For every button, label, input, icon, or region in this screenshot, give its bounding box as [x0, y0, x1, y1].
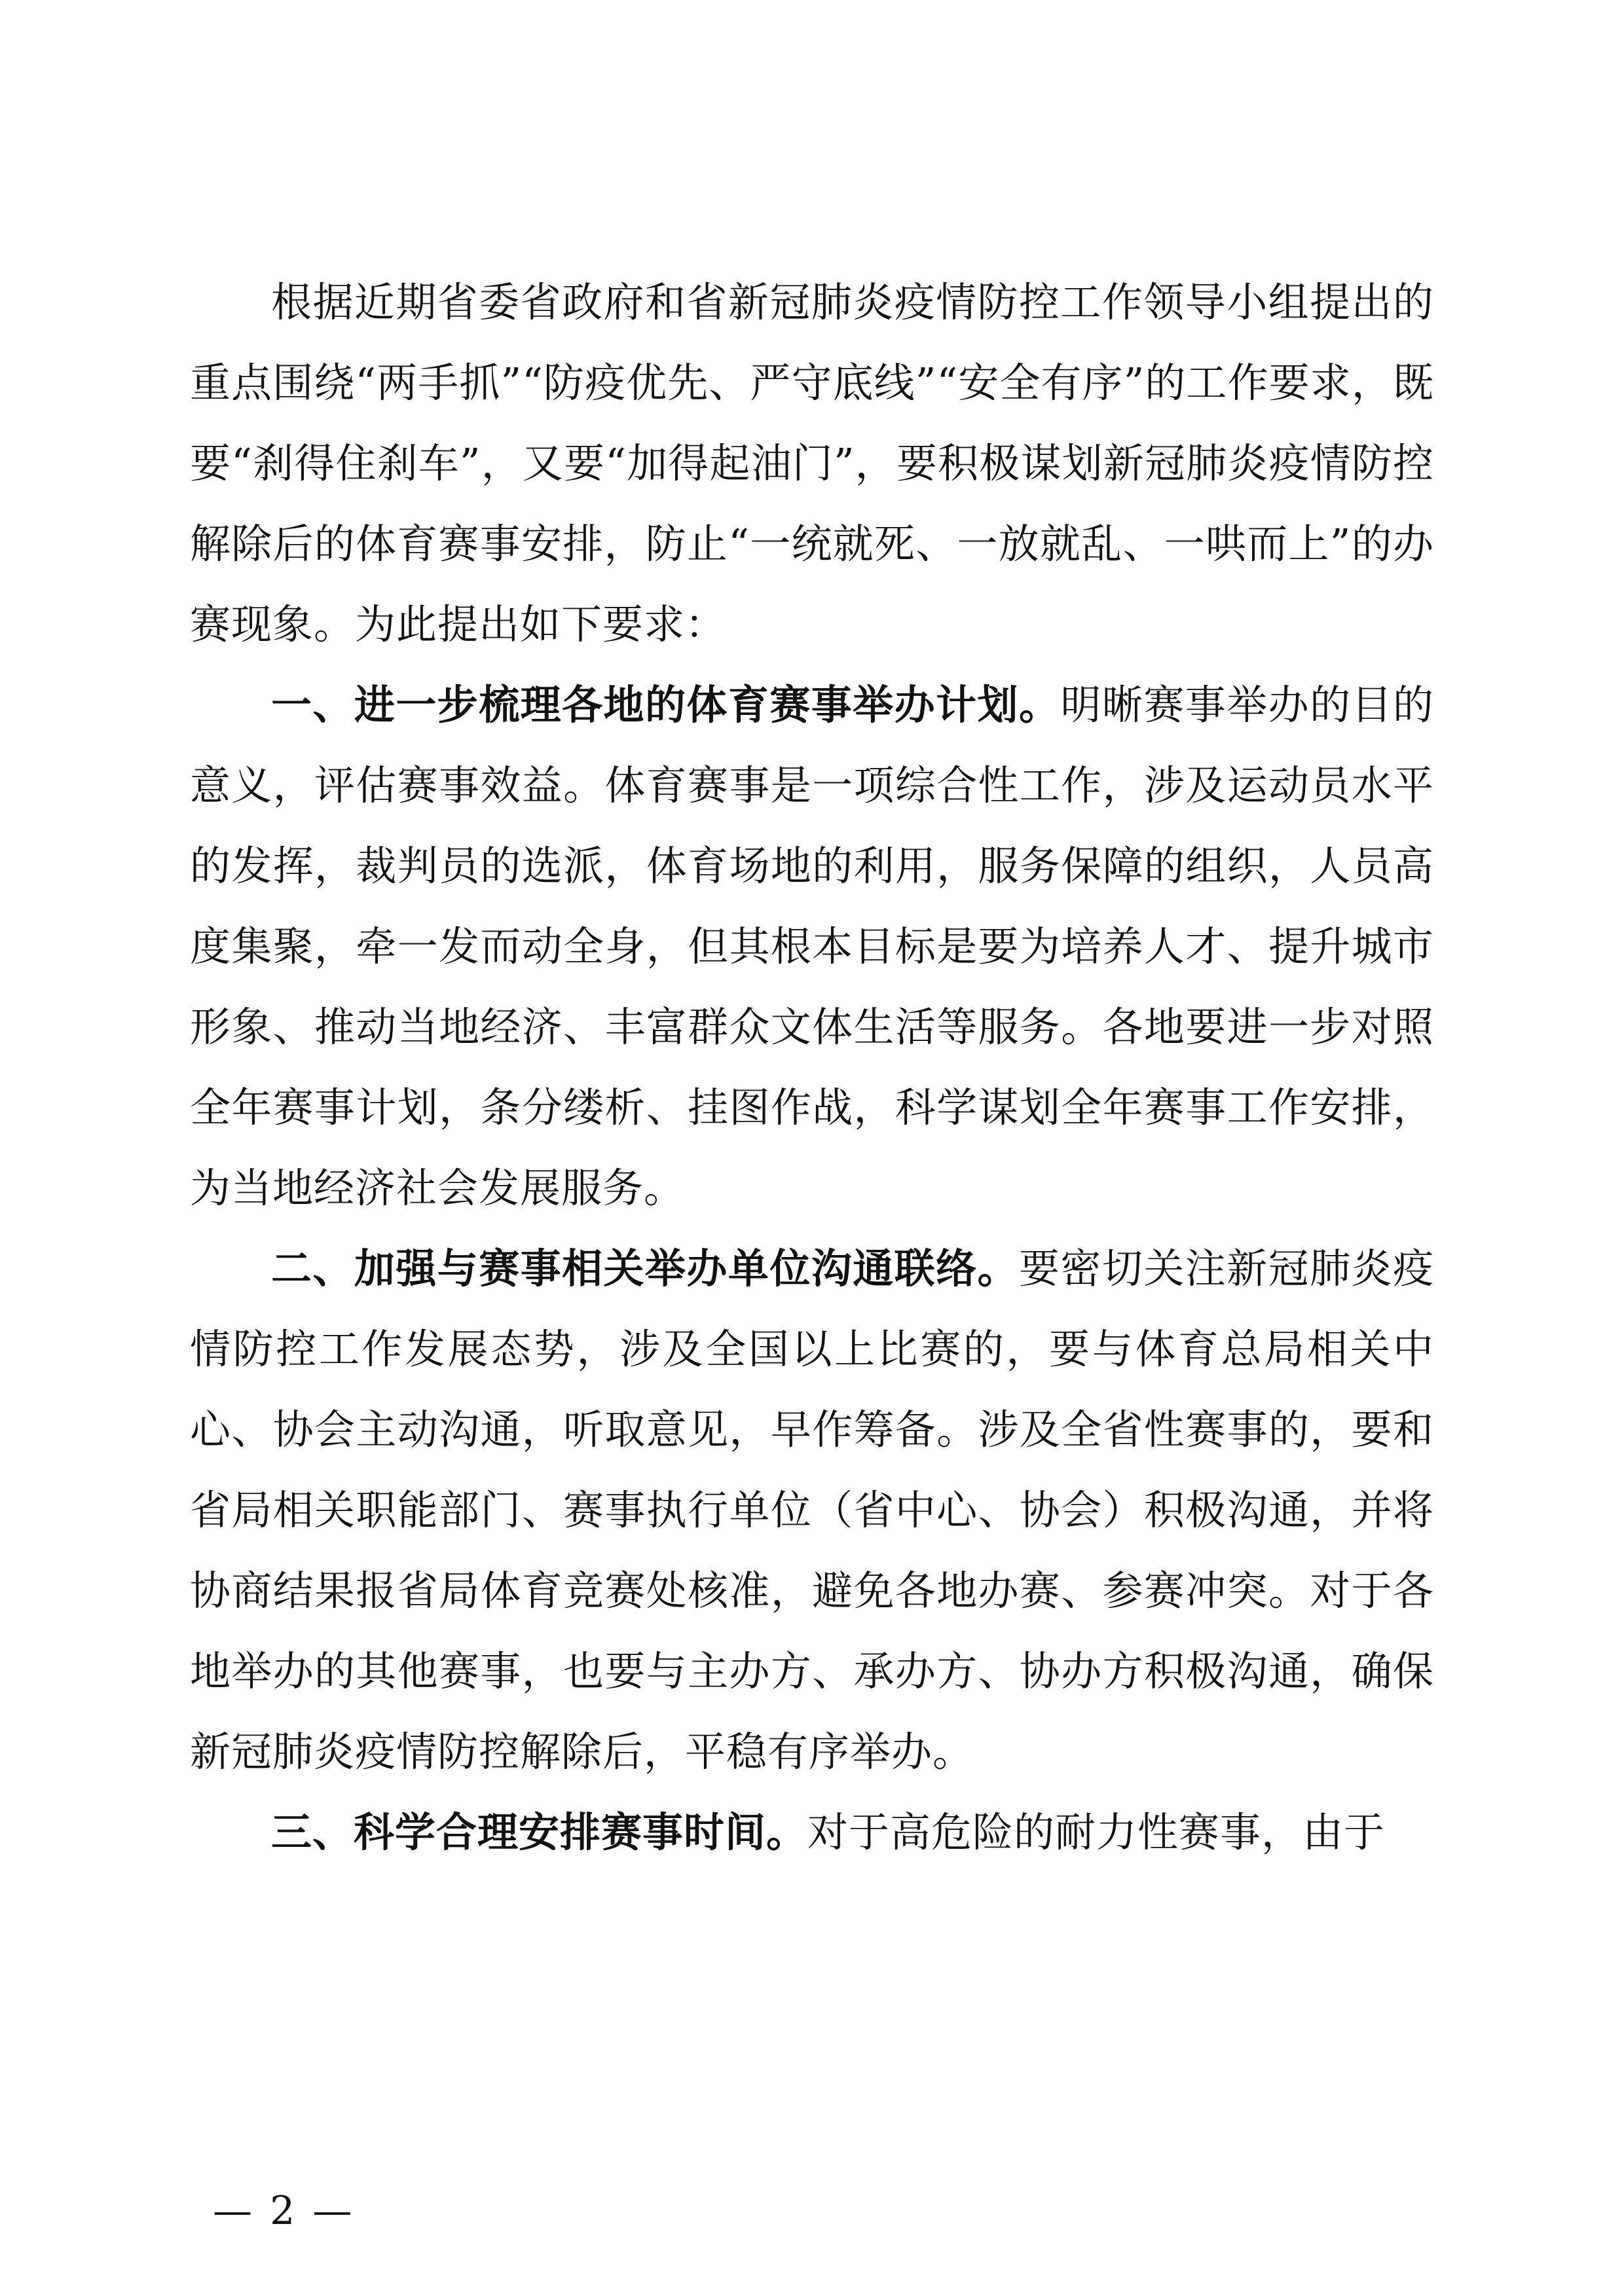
- section-2-text: 要密切关注新冠肺炎疫情防控工作发展态势，涉及全国以上比赛的，要与体育总局相关中心、协会主动沟通，听取意见，早作筹备。涉及全省性赛事的，要和省局相关职能部门、赛事执行单位（省中心、协会）积极沟通，并将协商结果报省局体育竞赛处核准，避免各地办赛、参赛冲突。对于各地举办的其他赛事，也要与主办方、承办方、协办方积极沟通，确保新冠肺炎疫情防控解除后，平稳有序举办。: [190, 1245, 1434, 1776]
- section-1-heading: 一、进一步梳理各地的体育赛事举办计划。: [271, 681, 1061, 729]
- intro-paragraph: [190, 262, 1434, 665]
- intro-text: 根据近期省委省政府和省新冠肺炎疫情防控工作领导小组提出的重点围绕“两手抓”“防疫优先、严守底线”“安全有序”的工作要求，既要“刹得住刹车”，又要“加得起油门”，要积极谋划新冠肺炎疫情防控解除后的体育赛事安排，防止“一统就死、一放就乱、一哄而上”的办赛现象。为此提出如下要求：: [190, 278, 1434, 648]
- section-1-text: 明晰赛事举办的目的意义，评估赛事效益。体育赛事是一项综合性工作，涉及运动员水平的发挥，裁判员的选派，体育场地的利用，服务保障的组织，人员高度集聚，牵一发而动全身，但其根本目标是要为培养人才、提升城市形象、推动当地经济、丰富群众文体生活等服务。各地要进一步对照全年赛事计划，条分缕析、挂图作战，科学谋划全年赛事工作安排，为当地经济社会发展服务。: [190, 681, 1434, 1212]
- section-3-paragraph: [190, 1792, 1434, 1872]
- section-2-heading: 二、加强与赛事相关举办单位沟通联络。: [271, 1245, 1019, 1292]
- section-1-paragraph: [190, 665, 1434, 1228]
- section-2-paragraph: [190, 1228, 1434, 1792]
- section-3-heading: 三、科学合理安排赛事时间。: [271, 1808, 808, 1856]
- section-3-text: 对于高危险的耐力性赛事，由于: [807, 1808, 1386, 1856]
- page-number: — 2 —: [213, 2188, 355, 2234]
- document-body: [190, 262, 1434, 1872]
